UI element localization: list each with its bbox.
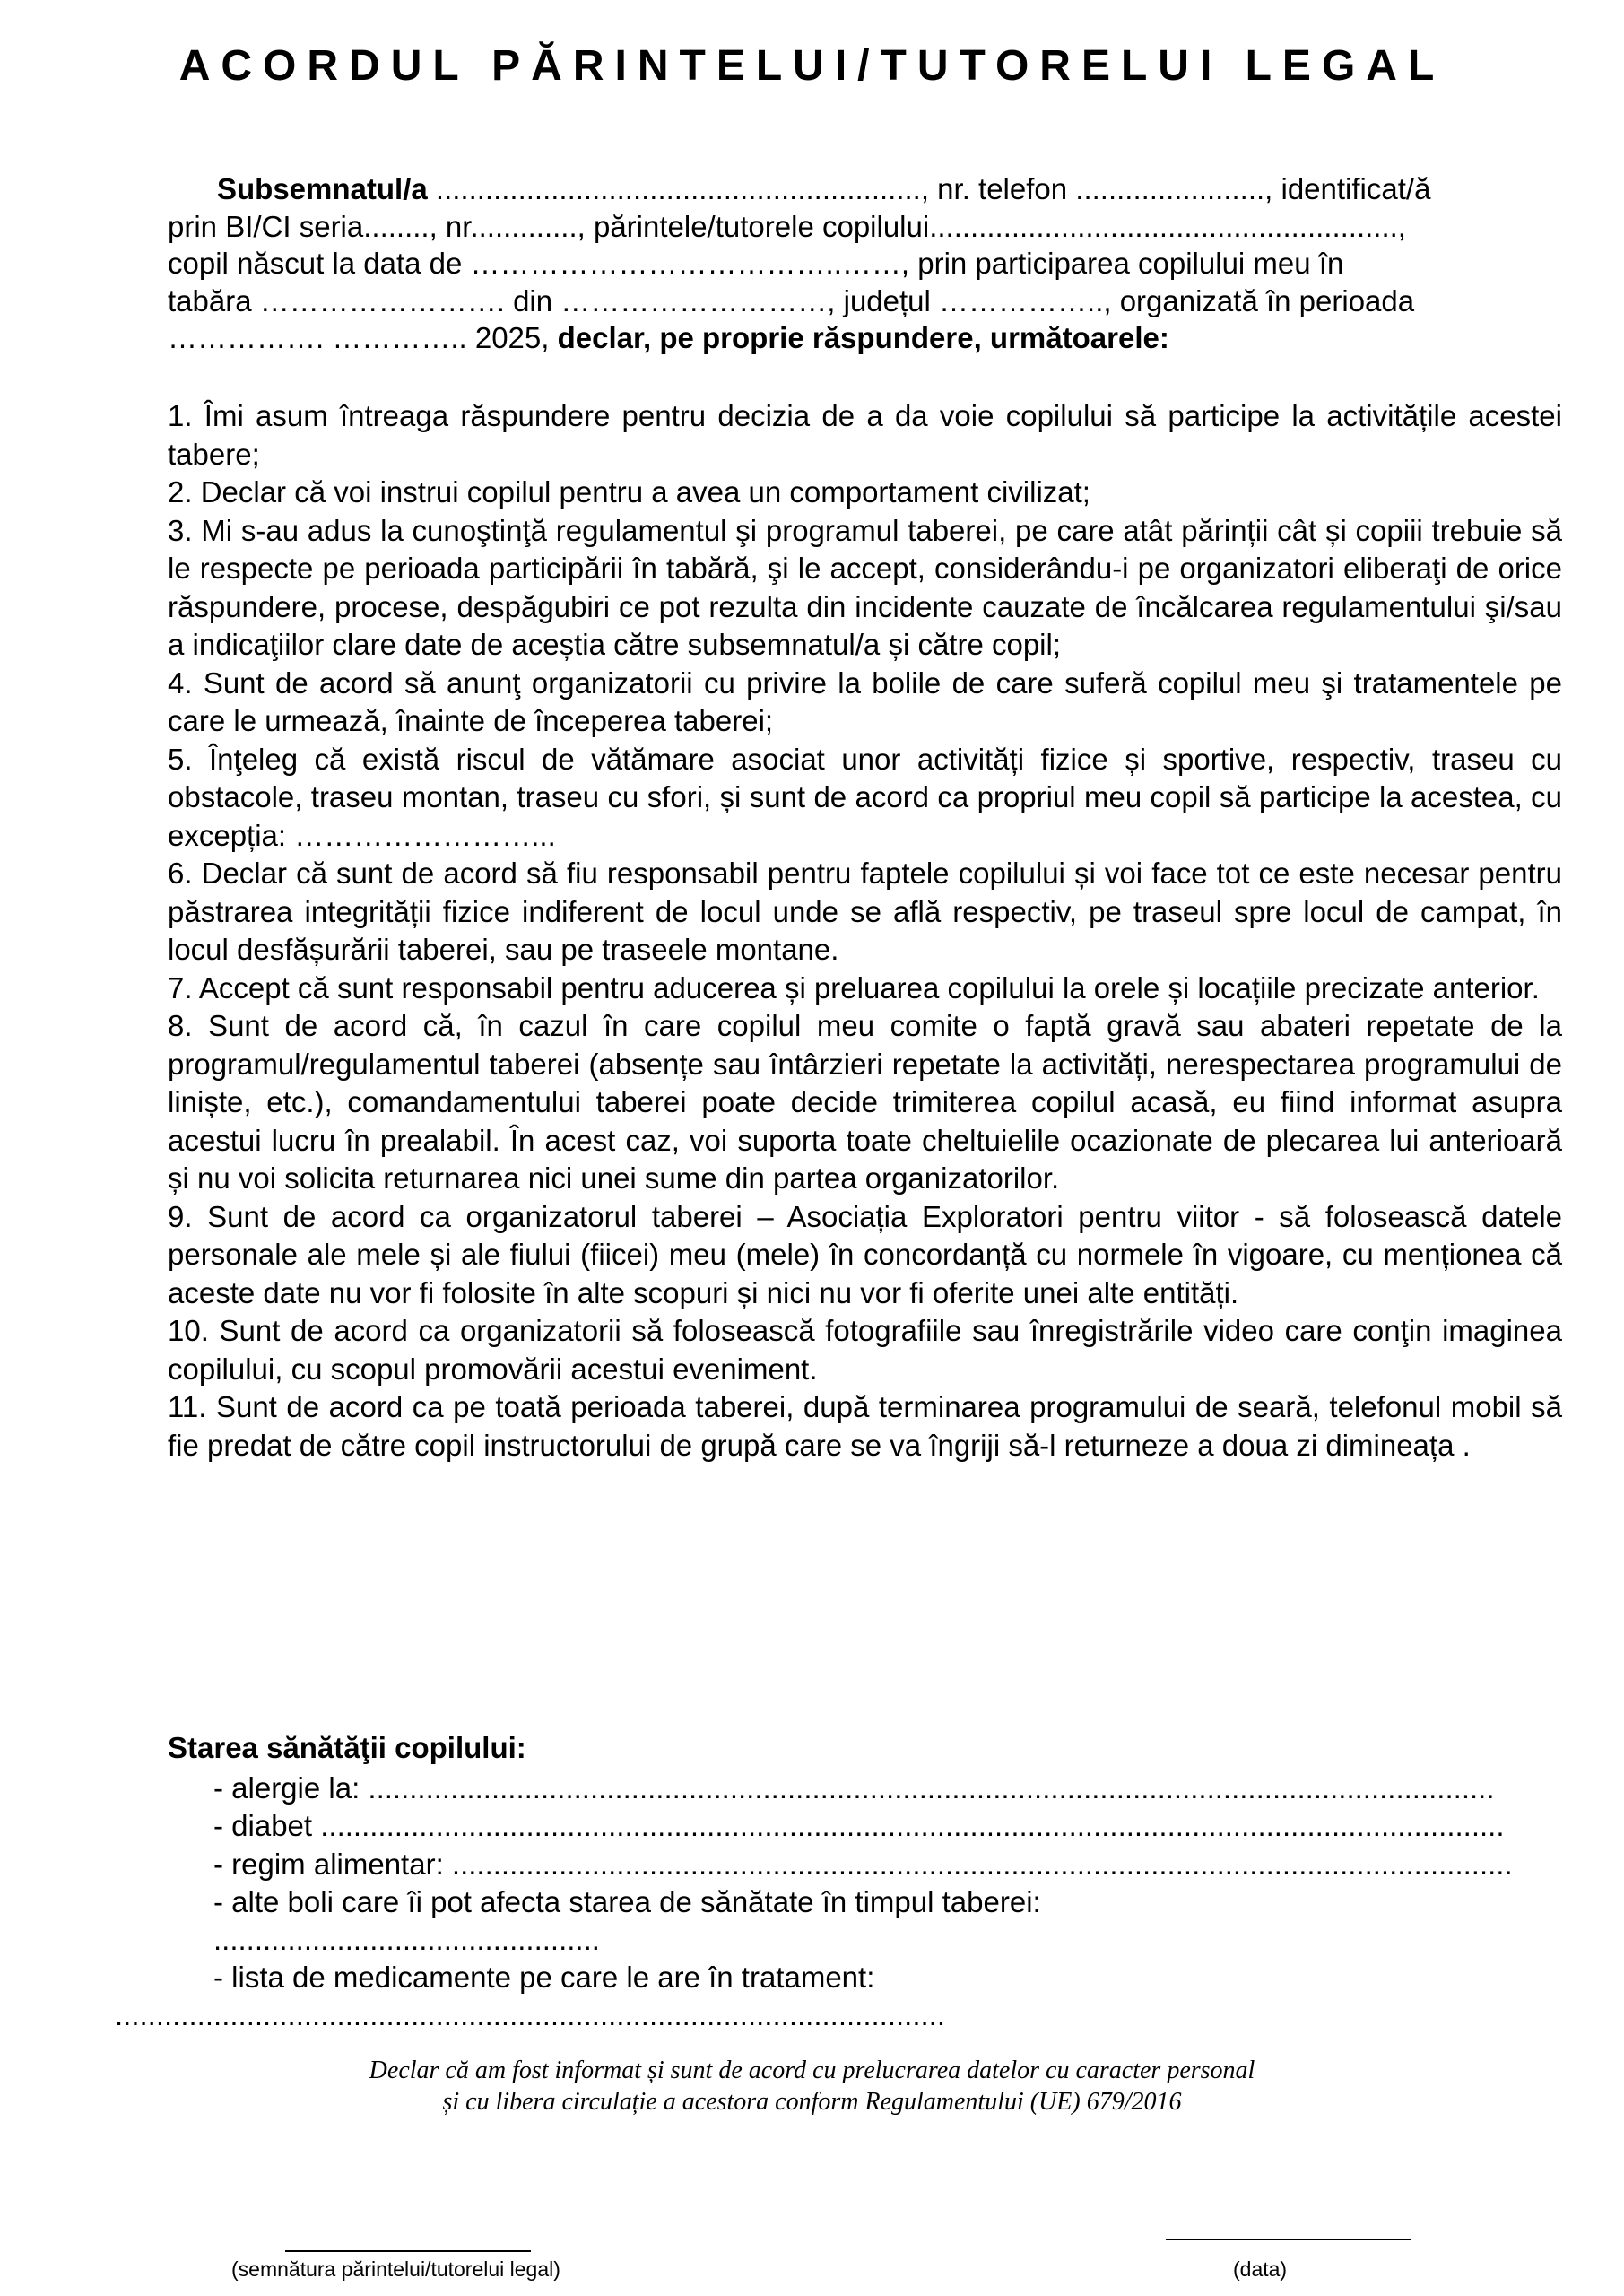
medication-field: - lista de medicamente pe care le are în tratament: bbox=[213, 1961, 875, 1995]
declaration-item-7: 7. Accept că sunt responsabil pentru aducerea și preluarea copilului la orele și locațiile precizate anterior. bbox=[168, 970, 1540, 1004]
gdpr-line-1: Declar că am fost informat și sunt de acord cu prelucrarea datelor cu caracter personal bbox=[369, 2057, 1255, 2084]
intro-line-2: prin BI/CI seria........, nr............., părintele/tutorele copilului........................................................., bbox=[168, 209, 1406, 243]
diet-field: - regim alimentar: ................................................................................................................................. bbox=[213, 1847, 1513, 1881]
parent-signature-caption: (semnătura părintelui/tutorelui legal) bbox=[231, 2257, 560, 2281]
declaration-item-8: 8. Sunt de acord că, în cazul în care copilul meu comite o faptă gravă sau abateri repetate de la programul/regulamentul taberei (absențe sau întârzieri repetate la activități, nerespectarea programului de liniște, etc.), comandamentului taberei poate decide trimiterea copilul acasă, eu fiind informat asupra acestui lucru în prealabil. În acest caz, voi suporta toate cheltuielile ocazionate de plecarea lui anterioară și nu voi solicita returnarea nici unei sume din partea organizatorilor. bbox=[168, 1009, 1562, 1195]
other-illness-field: - alte boli care îi pot afecta starea de sănătate în timpul taberei: bbox=[213, 1884, 1041, 1918]
intro-line-1 bbox=[168, 170, 1562, 208]
gdpr-statement bbox=[0, 2055, 1624, 2118]
diabetes-field: - diabet ................................................................................................................................................ bbox=[213, 1809, 1505, 1843]
intro-line-5 bbox=[168, 319, 1562, 357]
intro-line-1-text: ..........................................................., nr. telefon ......................., identificat/ă bbox=[427, 172, 1431, 205]
other-illness-dots: ............................................... bbox=[213, 1923, 600, 1957]
parent-signature-line bbox=[285, 2250, 531, 2252]
declaration-phrase: declar, pe proprie răspundere, următoarele: bbox=[557, 321, 1169, 354]
health-section-heading: Starea sănătăţii copilului: bbox=[168, 1731, 526, 1764]
intro-line-5-text: ……………. ………….. 2025, bbox=[168, 321, 558, 354]
document-title: ACORDUL PĂRINTELUI/TUTORELUI LEGAL bbox=[178, 42, 1446, 90]
medication-dots: ..................................................................................................... bbox=[115, 1998, 946, 2031]
declaration-item-5: 5. Înţeleg că există riscul de vătămare asociat unor activități fizice și sportive, respectiv, traseu cu obstacole, traseu montan, traseu cu sfori, și sunt de acord ca propriul meu copil să participe la acestea, cu excepția: ……………………... bbox=[168, 742, 1562, 852]
declaration-item-6: 6. Declar că sunt de acord să fiu responsabil pentru faptele copilului și voi face tot ce este necesar pentru păstrarea integrității fizice indiferent de locul unde se află respectiv, pe traseul spre locul de campat, în locul desfășurării taberei, sau pe traseele montane. bbox=[168, 857, 1562, 966]
gdpr-line-2: și cu libera circulație a acestora conform Regulamentului (UE) 679/2016 bbox=[442, 2088, 1182, 2116]
subsemnatul-label: Subsemnatul/a bbox=[217, 172, 428, 205]
date-caption: (data) bbox=[1233, 2257, 1288, 2281]
declaration-item-9: 9. Sunt de acord ca organizatorul taberei – Asociația Exploratori pentru viitor - să folosească datele personale ale mele și ale fiului (fiicei) meu (mele) în concordanță cu normele în vigoare, cu menționea că aceste date nu vor fi folosite în alte scopuri și nici nu vor fi oferite unei alte entități. bbox=[168, 1199, 1562, 1309]
declaration-item-4: 4. Sunt de acord să anunţ organizatorii cu privire la bolile de care suferă copilul meu şi tratamentele pe care le urmează, înainte de începerea taberei; bbox=[168, 665, 1562, 737]
declarant-intro bbox=[168, 170, 1562, 357]
allergy-field: - alergie la: ......................................................................................................................................... bbox=[213, 1771, 1495, 1805]
health-section bbox=[213, 1770, 1576, 1997]
date-signature-line bbox=[1166, 2239, 1411, 2240]
intro-line-3: copil născut la data de ………………………………..……, prin participarea copilului meu în bbox=[168, 247, 1344, 280]
declaration-item-10: 10. Sunt de acord ca organizatorii să folosească fotografiile sau înregistrările video care conţin imaginea copilului, cu scopul promovării acestui eveniment. bbox=[168, 1314, 1562, 1386]
intro-line-4: tabăra ……………………. din ………………………, județul …………….., organizată în perioada bbox=[168, 283, 1415, 317]
declaration-item-2: 2. Declar că voi instrui copilul pentru a avea un comportament civilizat; bbox=[168, 475, 1090, 509]
declaration-item-1: 1. Îmi asum întreaga răspundere pentru decizia de a da voie copilului să participe la activitățile acestei tabere; bbox=[168, 399, 1562, 471]
declaration-item-3: 3. Mi s-au adus la cunoştinţă regulamentul şi programul taberei, pe care atât părinții cât și copiii trebuie să le respecte pe perioada participării în tabără, şi le accept, considerându-i pe organizatori eliberaţi de orice răspundere, procese, despăgubiri ce pot rezulta din incidente cauzate de încălcarea regulamentului şi/sau a indicaţiilor clare date de aceștia către subsemnatul/a și către copil; bbox=[168, 513, 1562, 661]
declaration-items bbox=[168, 397, 1562, 1465]
declaration-item-11: 11. Sunt de acord ca pe toată perioada taberei, după terminarea programului de seară, telefonul mobil să fie predat de către copil instructorului de grupă care se va îngriji să-l returneze a doua zi dimineața . bbox=[168, 1390, 1562, 1462]
